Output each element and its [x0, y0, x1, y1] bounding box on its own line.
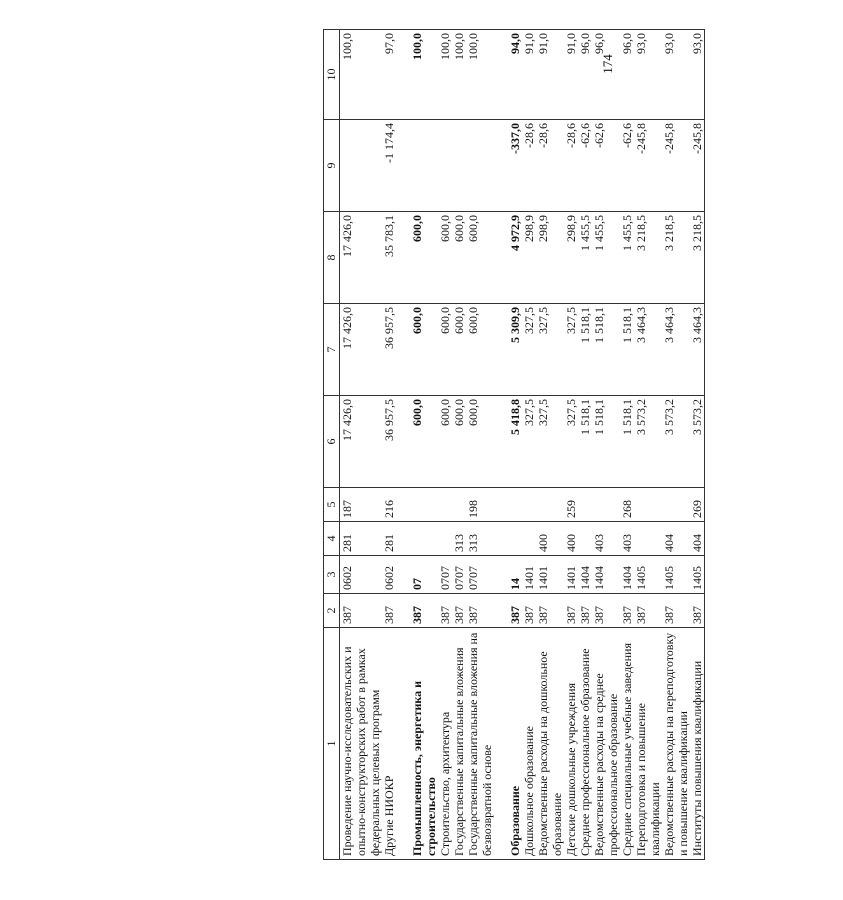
deviation-cell	[410, 120, 438, 212]
target-article-code-cell: 400	[564, 522, 578, 556]
section-code-cell: 1404	[578, 556, 592, 594]
execution-percent-cell: 100,0	[340, 30, 383, 120]
specified-plan-cell: 327,5	[536, 304, 564, 396]
specified-plan-cell: 3 464,3	[634, 304, 662, 396]
spacer-cell	[494, 396, 508, 488]
page-number: 174	[600, 54, 615, 74]
section-code-cell: 0602	[382, 556, 396, 594]
spacer-cell	[396, 522, 410, 556]
specified-plan-cell: 600,0	[410, 304, 438, 396]
approved-amount-cell: 3 573,2	[662, 396, 690, 488]
specified-plan-cell: 600,0	[452, 304, 466, 396]
chapter-code-cell: 387	[340, 594, 383, 628]
approved-amount-cell: 5 418,8	[508, 396, 522, 488]
column-number-header	[324, 30, 340, 860]
expense-type-code-cell	[452, 488, 466, 522]
chapter-code-cell: 387	[662, 594, 690, 628]
column-header-9: 9	[324, 120, 340, 212]
target-article-code-cell: 313	[452, 522, 466, 556]
expense-type-code-cell	[578, 488, 592, 522]
approved-amount-cell: 1 518,1	[578, 396, 592, 488]
deviation-cell	[452, 120, 466, 212]
row-label-cell: Дошкольное образование	[522, 628, 536, 860]
execution-percent-cell: 91,0	[536, 30, 564, 120]
approved-amount-cell: 3 573,2	[690, 396, 705, 488]
expense-type-code-cell: 259	[564, 488, 578, 522]
expense-type-code-cell: 216	[382, 488, 396, 522]
execution-percent-cell: 96,0	[620, 30, 634, 120]
table-row	[382, 30, 396, 860]
target-article-code-cell: 281	[340, 522, 383, 556]
specified-plan-cell: 600,0	[438, 304, 452, 396]
actual-execution-cell: 1 455,5	[592, 212, 620, 304]
row-label-cell: Государственные капитальные вложения	[452, 628, 466, 860]
row-label-cell: Образование	[508, 628, 522, 860]
approved-amount-cell: 17 426,0	[340, 396, 383, 488]
execution-percent-cell: 93,0	[662, 30, 690, 120]
target-article-code-cell: 403	[592, 522, 620, 556]
table-body	[340, 30, 705, 860]
target-article-code-cell	[508, 522, 522, 556]
row-label-cell: Переподготовка и повышение квалификации	[634, 628, 662, 860]
table-row	[536, 30, 564, 860]
row-label-cell: Проведение научно-исследовательских и опытно-конструкторских работ в рамках федеральных целевых программ	[340, 628, 383, 860]
table-row	[522, 30, 536, 860]
approved-amount-cell: 600,0	[452, 396, 466, 488]
deviation-cell: -62,6	[620, 120, 634, 212]
deviation-cell: -28,6	[564, 120, 578, 212]
expense-type-code-cell: 269	[690, 488, 705, 522]
column-header-1: 1	[324, 628, 340, 860]
actual-execution-cell: 600,0	[466, 212, 494, 304]
column-header-4: 4	[324, 522, 340, 556]
deviation-cell: -28,6	[536, 120, 564, 212]
target-article-code-cell: 403	[620, 522, 634, 556]
deviation-cell: -245,8	[662, 120, 690, 212]
column-header-3: 3	[324, 556, 340, 594]
specified-plan-cell: 36 957,5	[382, 304, 396, 396]
chapter-code-cell: 387	[466, 594, 494, 628]
approved-amount-cell: 3 573,2	[634, 396, 662, 488]
section-code-cell: 1401	[564, 556, 578, 594]
spacer-cell	[396, 594, 410, 628]
expense-type-code-cell: 268	[620, 488, 634, 522]
column-header-10: 10	[324, 30, 340, 120]
expense-type-code-cell	[508, 488, 522, 522]
specified-plan-cell: 327,5	[564, 304, 578, 396]
execution-percent-cell: 100,0	[466, 30, 494, 120]
row-label-cell: Ведомственные расходы на переподготовку и повышение квалификации	[662, 628, 690, 860]
target-article-code-cell	[522, 522, 536, 556]
spacer-cell	[494, 628, 508, 860]
expense-type-code-cell	[662, 488, 690, 522]
target-article-code-cell	[410, 522, 438, 556]
spacer-row	[396, 30, 410, 860]
spacer-cell	[396, 556, 410, 594]
row-label-cell: Институты повышения квалификации	[690, 628, 705, 860]
table-row	[662, 30, 690, 860]
column-header-7: 7	[324, 304, 340, 396]
chapter-code-cell: 387	[690, 594, 705, 628]
execution-percent-cell: 94,0	[508, 30, 522, 120]
actual-execution-cell: 298,9	[564, 212, 578, 304]
deviation-cell	[466, 120, 494, 212]
expense-type-code-cell	[410, 488, 438, 522]
section-code-cell: 0707	[452, 556, 466, 594]
spacer-cell	[494, 120, 508, 212]
specified-plan-cell: 327,5	[522, 304, 536, 396]
approved-amount-cell: 600,0	[410, 396, 438, 488]
actual-execution-cell: 3 218,5	[690, 212, 705, 304]
specified-plan-cell: 17 426,0	[340, 304, 383, 396]
target-article-code-cell	[438, 522, 452, 556]
row-label-cell: Ведомственные расходы на дошкольное образование	[536, 628, 564, 860]
table-row	[466, 30, 494, 860]
row-label-cell: Другие НИОКР	[382, 628, 396, 860]
deviation-cell: -62,6	[592, 120, 620, 212]
section-code-cell: 1404	[592, 556, 620, 594]
actual-execution-cell: 1 455,5	[620, 212, 634, 304]
spacer-cell	[396, 212, 410, 304]
approved-amount-cell: 600,0	[438, 396, 452, 488]
expense-type-code-cell	[438, 488, 452, 522]
deviation-cell: -1 174,4	[382, 120, 396, 212]
column-header-6: 6	[324, 396, 340, 488]
section-code-cell: 0707	[466, 556, 494, 594]
approved-amount-cell: 327,5	[536, 396, 564, 488]
approved-amount-cell: 327,5	[564, 396, 578, 488]
actual-execution-cell: 3 218,5	[662, 212, 690, 304]
table-row	[564, 30, 578, 860]
chapter-code-cell: 387	[564, 594, 578, 628]
expense-type-code-cell	[634, 488, 662, 522]
approved-amount-cell: 327,5	[522, 396, 536, 488]
row-label-cell: Государственные капитальные вложения на безвозвратной основе	[466, 628, 494, 860]
chapter-code-cell: 387	[578, 594, 592, 628]
execution-percent-cell: 100,0	[438, 30, 452, 120]
expense-type-code-cell: 187	[340, 488, 383, 522]
row-label-cell: Средние специальные учебные заведения	[620, 628, 634, 860]
approved-amount-cell: 600,0	[466, 396, 494, 488]
row-label-cell: Среднее профессиональное образование	[578, 628, 592, 860]
actual-execution-cell: 600,0	[452, 212, 466, 304]
row-label-cell: Ведомственные расходы на среднее профессиональное образование	[592, 628, 620, 860]
deviation-cell: -28,6	[522, 120, 536, 212]
expense-type-code-cell	[522, 488, 536, 522]
execution-percent-cell: 100,0	[410, 30, 438, 120]
table-row	[340, 30, 383, 860]
row-label-cell: Промышленность, энергетика и строительство	[410, 628, 438, 860]
spacer-cell	[494, 594, 508, 628]
specified-plan-cell: 600,0	[466, 304, 494, 396]
spacer-cell	[494, 556, 508, 594]
deviation-cell: -245,8	[690, 120, 705, 212]
spacer-cell	[494, 212, 508, 304]
spacer-cell	[396, 628, 410, 860]
target-article-code-cell: 400	[536, 522, 564, 556]
column-header-2: 2	[324, 594, 340, 628]
spacer-row	[494, 30, 508, 860]
row-label-cell: Строительство, архитектура	[438, 628, 452, 860]
table-row	[578, 30, 592, 860]
chapter-code-cell: 387	[634, 594, 662, 628]
section-code-cell: 1404	[620, 556, 634, 594]
spacer-cell	[494, 488, 508, 522]
execution-percent-cell: 91,0	[522, 30, 536, 120]
table-row	[592, 30, 620, 860]
target-article-code-cell: 404	[662, 522, 690, 556]
deviation-cell	[438, 120, 452, 212]
rotated-table-sheet	[323, 30, 843, 860]
deviation-cell: -245,8	[634, 120, 662, 212]
target-article-code-cell	[578, 522, 592, 556]
spacer-cell	[494, 304, 508, 396]
section-code-cell: 1405	[662, 556, 690, 594]
table-row	[452, 30, 466, 860]
chapter-code-cell: 387	[522, 594, 536, 628]
table-row	[508, 30, 522, 860]
execution-percent-cell: 96,0	[578, 30, 592, 120]
specified-plan-cell: 1 518,1	[620, 304, 634, 396]
specified-plan-cell: 3 464,3	[690, 304, 705, 396]
spacer-cell	[396, 396, 410, 488]
actual-execution-cell: 600,0	[410, 212, 438, 304]
chapter-code-cell: 387	[536, 594, 564, 628]
deviation-cell	[340, 120, 383, 212]
spacer-cell	[396, 488, 410, 522]
approved-amount-cell: 1 518,1	[592, 396, 620, 488]
chapter-code-cell: 387	[592, 594, 620, 628]
expense-type-code-cell	[536, 488, 564, 522]
deviation-cell: -337,0	[508, 120, 522, 212]
spacer-cell	[494, 522, 508, 556]
spacer-cell	[396, 30, 410, 120]
specified-plan-cell: 5 309,9	[508, 304, 522, 396]
section-code-cell: 1405	[634, 556, 662, 594]
specified-plan-cell: 1 518,1	[578, 304, 592, 396]
row-label-cell: Детские дошкольные учреждения	[564, 628, 578, 860]
expense-type-code-cell	[592, 488, 620, 522]
specified-plan-cell: 1 518,1	[592, 304, 620, 396]
section-code-cell: 07	[410, 556, 438, 594]
actual-execution-cell: 298,9	[522, 212, 536, 304]
chapter-code-cell: 387	[410, 594, 438, 628]
spacer-cell	[396, 304, 410, 396]
budget-table	[323, 29, 705, 860]
table-row	[690, 30, 705, 860]
table-row	[634, 30, 662, 860]
execution-percent-cell: 93,0	[634, 30, 662, 120]
target-article-code-cell: 313	[466, 522, 494, 556]
section-code-cell: 1405	[690, 556, 705, 594]
column-header-5: 5	[324, 488, 340, 522]
actual-execution-cell: 3 218,5	[634, 212, 662, 304]
execution-percent-cell: 93,0	[690, 30, 705, 120]
chapter-code-cell: 387	[438, 594, 452, 628]
actual-execution-cell: 4 972,9	[508, 212, 522, 304]
actual-execution-cell: 298,9	[536, 212, 564, 304]
actual-execution-cell: 1 455,5	[578, 212, 592, 304]
section-code-cell: 1401	[536, 556, 564, 594]
target-article-code-cell	[634, 522, 662, 556]
execution-percent-cell: 100,0	[452, 30, 466, 120]
column-header-8: 8	[324, 212, 340, 304]
actual-execution-cell: 35 783,1	[382, 212, 396, 304]
chapter-code-cell: 387	[382, 594, 396, 628]
specified-plan-cell: 3 464,3	[662, 304, 690, 396]
deviation-cell: -62,6	[578, 120, 592, 212]
section-code-cell: 0602	[340, 556, 383, 594]
spacer-cell	[396, 120, 410, 212]
chapter-code-cell: 387	[452, 594, 466, 628]
section-code-cell: 14	[508, 556, 522, 594]
chapter-code-cell: 387	[508, 594, 522, 628]
table-row	[620, 30, 634, 860]
execution-percent-cell: 91,0	[564, 30, 578, 120]
chapter-code-cell: 387	[620, 594, 634, 628]
expense-type-code-cell: 198	[466, 488, 494, 522]
approved-amount-cell: 1 518,1	[620, 396, 634, 488]
spacer-cell	[494, 30, 508, 120]
target-article-code-cell: 281	[382, 522, 396, 556]
section-code-cell: 0707	[438, 556, 452, 594]
table-row	[410, 30, 438, 860]
section-code-cell: 1401	[522, 556, 536, 594]
actual-execution-cell: 600,0	[438, 212, 452, 304]
execution-percent-cell: 97,0	[382, 30, 396, 120]
actual-execution-cell: 17 426,0	[340, 212, 383, 304]
execution-percent-cell: 96,0	[592, 30, 620, 120]
table-row	[438, 30, 452, 860]
approved-amount-cell: 36 957,5	[382, 396, 396, 488]
target-article-code-cell: 404	[690, 522, 705, 556]
